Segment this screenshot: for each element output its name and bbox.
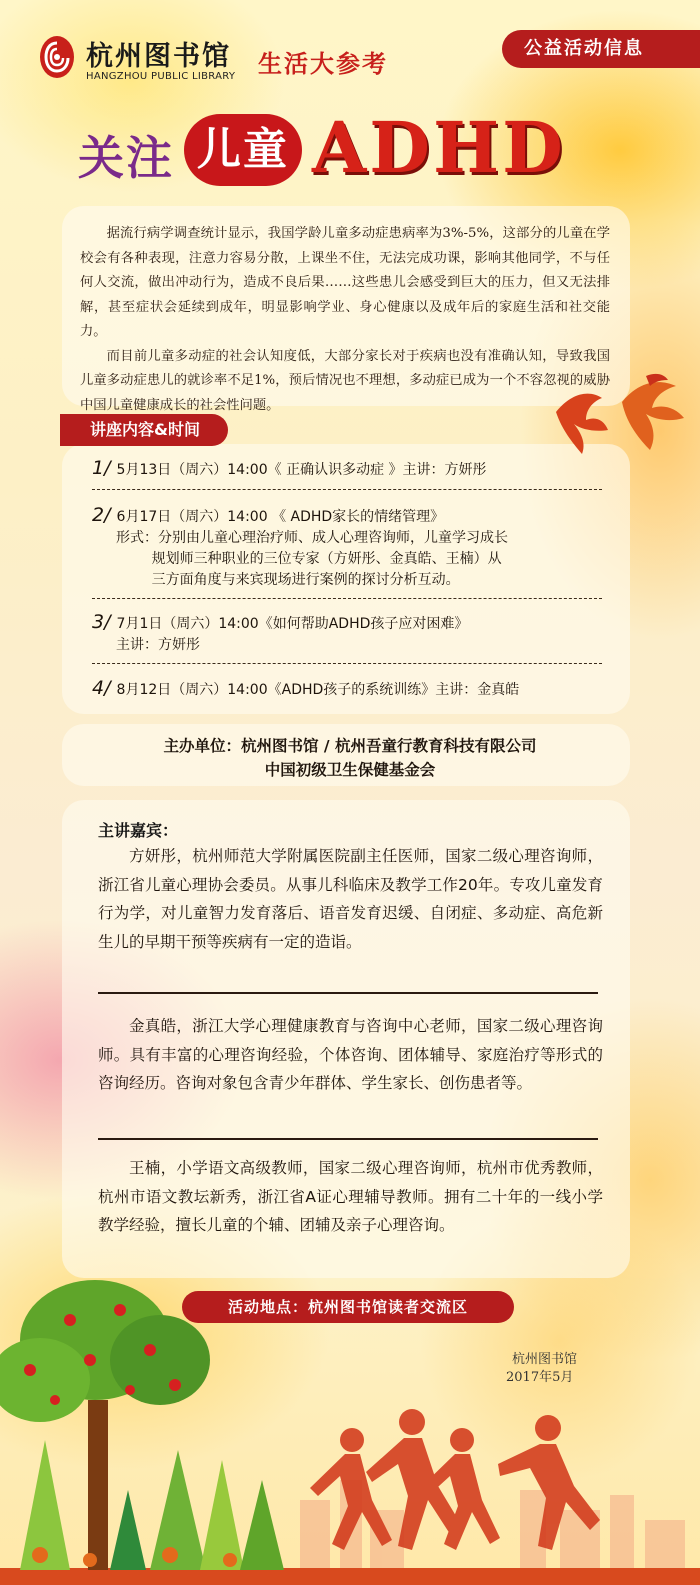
lecture-item: 2/ 6月17日（周六）14:00 《 ADHD家长的情绪管理》 形式：分别由儿童心理治疗师、成人心理咨询师，儿童学习成长 规划师三种职业的三位专家（方妍彤、金真皓、王楠）从 三方面角度与来宾现场进行案例的探讨分析互动。	[92, 505, 508, 591]
guest-bio-text: 金真皓，浙江大学心理健康教育与咨询中心老师，国家二级心理咨询师。具有丰富的心理咨询经验，个体咨询、团体辅导、家庭治疗等形式的咨询经历。咨询对象包含青少年群体、学生家长、创伤患者等。	[98, 1017, 603, 1092]
guests-title: 主讲嘉宾：	[98, 821, 179, 840]
venue-label: 活动地点：杭州图书馆读者交流区	[182, 1291, 514, 1323]
lecture-line: 主讲：方妍彤	[116, 637, 200, 653]
signature-date: 2017年5月	[506, 1370, 574, 1385]
signature-org: 杭州图书馆	[512, 1352, 578, 1367]
lecture-number: 1	[92, 457, 105, 479]
library-name: 杭州图书馆	[86, 41, 231, 72]
lectures-section-label: 讲座内容&时间	[60, 414, 228, 446]
title-part3: ADHD	[312, 106, 566, 189]
guest-bio	[98, 842, 603, 956]
lecture-line: 三方面角度与来宾现场进行案例的探讨分析互动。	[116, 572, 460, 588]
lecture-line: 形式：分别由儿童心理治疗师、成人心理咨询师，儿童学习成长	[116, 530, 508, 546]
guest-bio	[98, 1012, 603, 1098]
intro-text	[80, 222, 610, 418]
lecture-number: 4	[92, 677, 105, 699]
lecture-line: 5月13日（周六）14:00《 正确认识多动症 》主讲：方妍彤	[116, 462, 487, 478]
intro-paragraph: 据流行病学调查统计显示，我国学龄儿童多动症患病率为3%-5%，这部分的儿童在学校会有各种表现，注意力容易分散，上课坐不住，无法完成功课，影响其他同学，不与任何人交流，做出冲动行为，造成不良后果……这些患儿会感受到巨大的压力，但又无法排解，甚至症状会延续到成年，明显影响学业、身心健康以及成年后的家庭生活和社交能力。	[80, 226, 610, 339]
lecture-number: 3	[92, 611, 105, 633]
guest-bio-text: 方妍彤，杭州师范大学附属医院副主任医师，国家二级心理咨询师，浙江省儿童心理协会委员。从事儿科临床及教学工作20年。专攻儿童发育行为学，对儿童智力发育落后、语音发育迟缓、自闭症、多动症、高危新生儿的早期干预等疾病有一定的造诣。	[98, 847, 603, 951]
divider	[98, 992, 598, 994]
lecture-item: 4/ 8月12日（周六）14:00《ADHD孩子的系统训练》主讲：金真皓	[92, 677, 520, 699]
organizers-line: 中国初级卫生保健基金会	[264, 761, 436, 779]
organizers-line: 主办单位：杭州图书馆 / 杭州吾童行教育科技有限公司	[163, 737, 537, 755]
lecture-item: 3/ 7月1日（周六）14:00《如何帮助ADHD孩子应对困难》 主讲：方妍彤	[92, 612, 468, 656]
lecture-line: 规划师三种职业的三位专家（方妍彤、金真皓、王楠）从	[116, 551, 502, 567]
library-name-en: HANGZHOU PUBLIC LIBRARY	[86, 71, 236, 82]
paper-birds-icon	[552, 372, 688, 458]
divider	[92, 663, 602, 664]
lecture-line: 6月17日（周六）14:00 《 ADHD家长的情绪管理》	[116, 509, 445, 525]
lecture-number: 2	[92, 504, 105, 526]
slogan: 生活大参考	[258, 50, 388, 78]
guest-bio-text: 王楠，小学语文高级教师，国家二级心理咨询师，杭州市优秀教师，杭州市语文教坛新秀，浙江省A证心理辅导教师。拥有二十年的一线小学教学经验，擅长儿童的个辅、团辅及亲子心理咨询。	[98, 1159, 603, 1234]
lecture-line: 8月12日（周六）14:00《ADHD孩子的系统训练》主讲：金真皓	[116, 682, 520, 698]
event-tag: 公益活动信息	[502, 30, 700, 68]
guest-bio	[98, 1154, 603, 1240]
title-part1: 关注	[78, 131, 174, 185]
divider	[98, 1138, 598, 1140]
lecture-item: 1/ 5月13日（周六）14:00《 正确认识多动症 》主讲：方妍彤	[92, 457, 487, 479]
library-logo-icon	[38, 34, 76, 80]
divider	[92, 598, 602, 599]
title-part2: 儿童	[184, 114, 302, 186]
divider	[92, 489, 602, 490]
lecture-line: 7月1日（周六）14:00《如何帮助ADHD孩子应对困难》	[116, 616, 469, 632]
intro-paragraph: 而目前儿童多动症的社会认知度低，大部分家长对于疾病也没有准确认知，导致我国儿童多动症患儿的就诊率不足1%，预后情况也不理想，多动症已成为一个不容忽视的威胁中国儿童健康成长的社会性问题。	[80, 348, 610, 413]
